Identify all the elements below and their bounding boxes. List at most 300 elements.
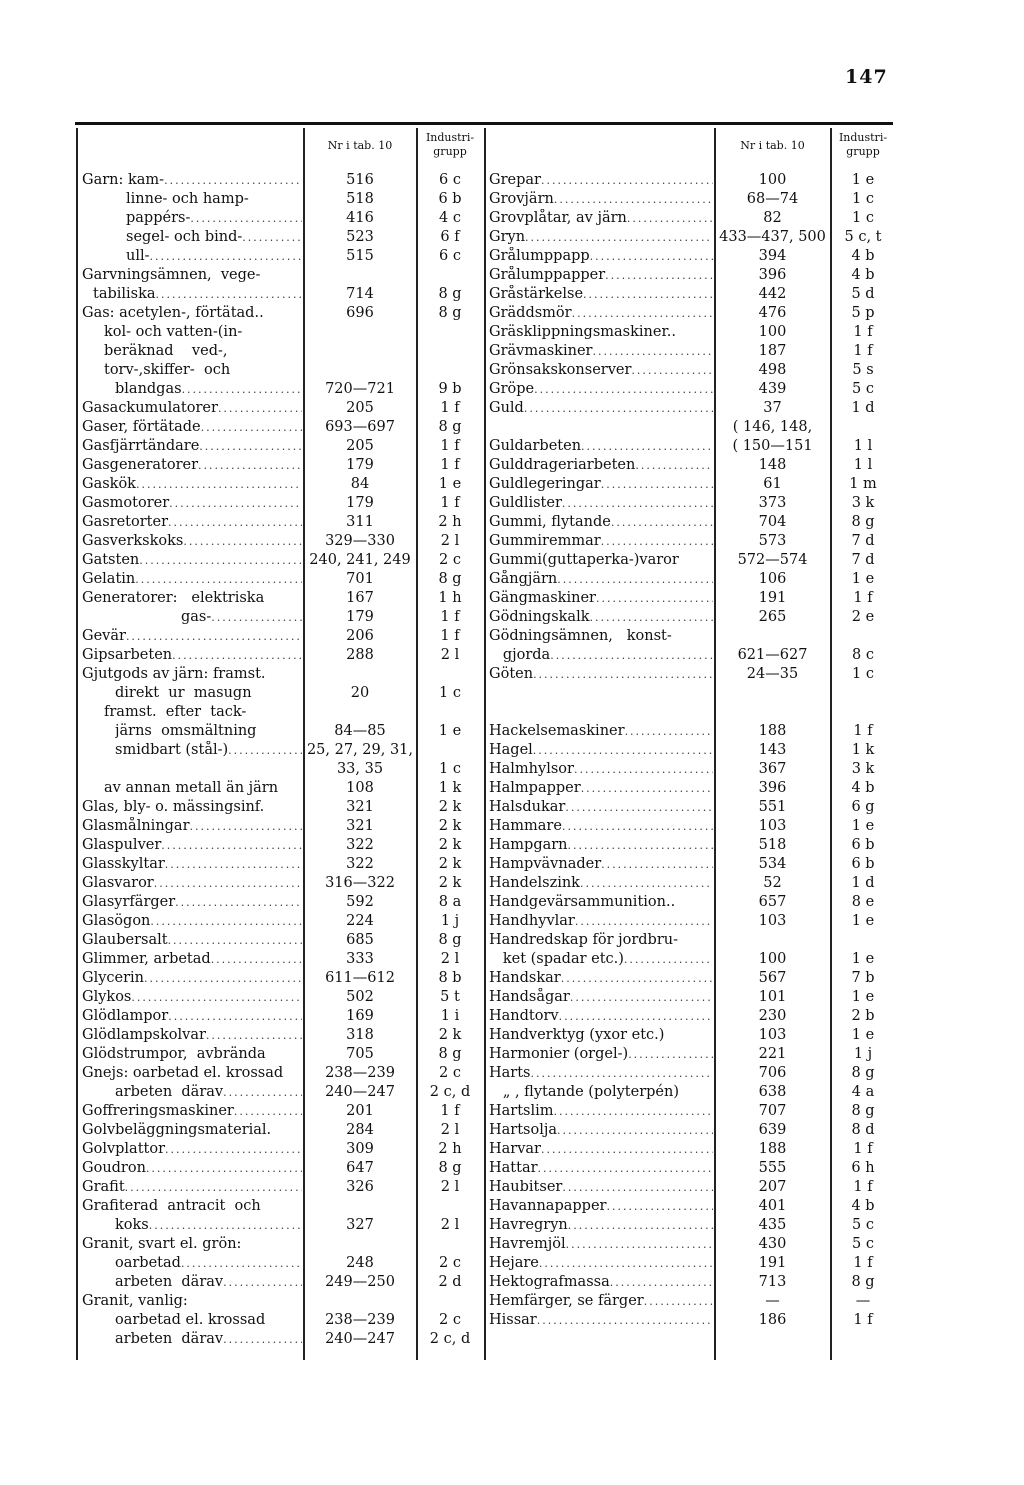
index-row <box>489 760 899 779</box>
leader-dots <box>211 950 302 969</box>
table-number: ( 146, 148, <box>732 419 813 435</box>
entry-name <box>82 1159 302 1178</box>
table-number: 416 <box>346 210 374 226</box>
leader-dots <box>625 722 713 741</box>
table-number: 68—74 <box>746 191 799 207</box>
entry-name-text: Handelszink <box>489 875 580 891</box>
entry-name-text: Glaubersalt <box>82 932 168 948</box>
table-number: 230 <box>758 1008 787 1024</box>
entry-name <box>82 988 302 1007</box>
table-number: 316—322 <box>325 875 395 891</box>
index-row <box>489 1064 899 1083</box>
index-row <box>489 646 899 665</box>
entry-name-text: Grålumppapper <box>489 267 606 283</box>
entry-name <box>489 722 713 741</box>
index-row <box>489 513 899 532</box>
leader-dots <box>534 380 713 399</box>
entry-name-text: Guldlister <box>489 495 562 511</box>
table-number: 101 <box>758 989 787 1005</box>
leader-dots <box>570 988 713 1007</box>
left-nr-header: Nr i tab. 10 <box>327 139 393 152</box>
entry-name <box>489 1235 713 1254</box>
table-number: 518 <box>758 837 787 853</box>
entry-name <box>489 513 713 532</box>
entry-name <box>489 1311 713 1330</box>
table-number: 169 <box>346 1008 374 1024</box>
entry-name-text: Gängmaskiner <box>489 590 596 606</box>
table-number: 515 <box>346 248 374 264</box>
index-row <box>82 380 484 399</box>
leader-dots <box>590 247 713 266</box>
table-number: 205 <box>346 438 374 454</box>
entry-name-text: Glasmålningar <box>82 818 190 834</box>
entry-name <box>82 969 302 988</box>
industry-group: 5 p <box>851 305 875 321</box>
entry-name-text: Havremjöl <box>489 1236 566 1252</box>
entry-name-text: Gulddrageriarbeten <box>489 457 636 473</box>
index-row <box>489 665 899 684</box>
leader-dots <box>627 209 713 228</box>
entry-name <box>82 1007 302 1026</box>
leader-dots <box>164 171 302 190</box>
entry-name <box>489 399 713 418</box>
leader-dots <box>559 1007 713 1026</box>
index-row <box>489 931 899 950</box>
leader-dots <box>190 209 302 228</box>
leader-dots <box>168 513 302 532</box>
entry-name <box>82 304 302 323</box>
index-row <box>82 760 484 779</box>
leader-dots <box>624 950 713 969</box>
entry-name-text: Grafiterad antracit och <box>82 1198 261 1214</box>
leader-dots <box>149 1216 302 1235</box>
entry-name <box>82 931 302 950</box>
index-row <box>489 570 899 589</box>
table-number: 221 <box>758 1046 787 1062</box>
entry-name <box>82 1140 302 1159</box>
table-number: 551 <box>758 799 787 815</box>
industry-group: 5 d <box>851 286 875 302</box>
entry-name <box>489 570 713 589</box>
table-number: 311 <box>346 514 374 530</box>
index-row <box>489 437 899 456</box>
entry-name-text: Guldarbeten <box>489 438 582 454</box>
leader-dots <box>581 779 713 798</box>
leader-dots <box>144 969 302 988</box>
entry-name-text: kol- och vatten-(in- <box>104 324 243 340</box>
left-industry-header-line2: grupp <box>433 145 467 158</box>
index-row <box>489 988 899 1007</box>
entry-name <box>115 684 302 703</box>
entry-name <box>489 1292 713 1311</box>
industry-group: 1 f <box>853 723 873 739</box>
industry-group: 8 g <box>851 514 875 530</box>
table-number: 523 <box>346 229 374 245</box>
leader-dots <box>172 646 302 665</box>
leader-dots <box>190 817 302 836</box>
table-number: 167 <box>346 590 374 606</box>
industry-group: 2 k <box>438 818 462 834</box>
leader-dots <box>541 171 713 190</box>
industry-group: 1 j <box>440 913 460 929</box>
industry-group: — <box>855 1293 871 1309</box>
industry-group: 1 f <box>853 1255 873 1271</box>
table-number: 238—239 <box>325 1312 395 1328</box>
entry-name <box>489 589 713 608</box>
entry-name <box>82 456 302 475</box>
index-row <box>82 551 484 570</box>
table-number: 592 <box>346 894 374 910</box>
entry-name <box>126 190 302 209</box>
industry-group: 2 h <box>438 1141 462 1157</box>
table-number: 611—612 <box>325 970 395 986</box>
table-number: 706 <box>758 1065 787 1081</box>
industry-group: 1 e <box>851 913 875 929</box>
industry-group: 1 e <box>851 818 875 834</box>
table-number: 106 <box>758 571 787 587</box>
leader-dots <box>568 1216 713 1235</box>
leader-dots <box>644 1292 713 1311</box>
entry-name-text: Hackelsemaskiner <box>489 723 625 739</box>
entry-name <box>489 171 713 190</box>
leader-dots <box>635 456 713 475</box>
leader-dots <box>574 760 713 779</box>
industry-group: 1 k <box>851 742 875 758</box>
entry-name <box>489 228 713 247</box>
table-number: 100 <box>758 951 787 967</box>
entry-name-text: ket (spadar etc.) <box>489 951 624 967</box>
entry-name <box>489 950 713 969</box>
top-rule <box>75 122 893 125</box>
table-number: 367 <box>758 761 787 777</box>
leader-dots <box>165 855 302 874</box>
industry-group: 1 l <box>853 438 873 454</box>
leader-dots <box>525 228 713 247</box>
industry-group: 2 c <box>439 552 461 568</box>
entry-name-text: Grönsakskonserver <box>489 362 632 378</box>
table-number: 179 <box>346 495 374 511</box>
index-row <box>82 703 484 722</box>
right-industry-header-line2: grupp <box>846 145 880 158</box>
index-row <box>82 1159 484 1178</box>
industry-group: 1 d <box>851 875 875 891</box>
entry-name <box>489 380 713 399</box>
entry-name-text: oarbetad <box>115 1255 181 1271</box>
entry-name <box>82 1102 302 1121</box>
entry-name <box>82 1197 302 1216</box>
table-number: 240—247 <box>325 1084 395 1100</box>
industry-group: 1 f <box>440 609 460 625</box>
entry-name <box>115 1273 302 1292</box>
table-number: 265 <box>758 609 787 625</box>
entry-name-text: Gasgeneratorer <box>82 457 199 473</box>
entry-name <box>82 171 302 190</box>
entry-name-text: Grafit <box>82 1179 125 1195</box>
index-row <box>82 1292 484 1311</box>
index-row <box>489 1292 899 1311</box>
industry-group: 5 c <box>852 381 874 397</box>
leader-dots <box>628 1045 713 1064</box>
entry-name-text: Goffreringsmaskiner <box>82 1103 234 1119</box>
industry-group: 1 c <box>852 191 874 207</box>
table-number: — <box>765 1293 780 1309</box>
entry-name <box>489 855 713 874</box>
table-number: 103 <box>758 818 787 834</box>
industry-group: 2 k <box>438 837 462 853</box>
table-number: 248 <box>346 1255 374 1271</box>
leader-dots <box>541 1140 713 1159</box>
index-row <box>82 209 484 228</box>
entry-name-text: Gräddsmör <box>489 305 572 321</box>
index-row <box>82 1178 484 1197</box>
entry-name <box>82 1292 302 1311</box>
leader-dots <box>223 1083 302 1102</box>
index-row <box>82 361 484 380</box>
industry-group: 8 c <box>852 647 874 663</box>
table-number: 188 <box>758 1141 787 1157</box>
table-number: 205 <box>346 400 374 416</box>
industry-group: 8 b <box>438 970 462 986</box>
industry-group: 6 f <box>440 229 460 245</box>
index-row <box>489 684 899 703</box>
index-row <box>82 1121 484 1140</box>
industry-group: 8 g <box>438 932 462 948</box>
entry-name-text: Hartslim <box>489 1103 554 1119</box>
index-row <box>489 1083 899 1102</box>
entry-name <box>115 1254 302 1273</box>
table-number: 572—574 <box>737 552 808 568</box>
industry-group: 4 b <box>851 248 875 264</box>
index-row <box>82 1007 484 1026</box>
entry-name <box>489 646 713 665</box>
entry-name <box>489 456 713 475</box>
entry-name-text: pappérs- <box>126 210 191 226</box>
table-number: 498 <box>758 362 787 378</box>
entry-name-text: framst. efter tack- <box>104 704 247 720</box>
table-number: 433—437, 500 <box>719 229 826 245</box>
entry-name-text: Glödlampskolvar <box>82 1027 206 1043</box>
industry-group: 2 c <box>439 1255 461 1271</box>
industry-group: 2 c <box>439 1065 461 1081</box>
entry-name-text: Halsdukar <box>489 799 566 815</box>
entry-name-text: Gnejs: oarbetad el. krossad <box>82 1065 284 1081</box>
column-rule <box>484 128 486 1360</box>
entry-name-text: Hektografmassa <box>489 1274 610 1290</box>
industry-group: 6 b <box>851 837 875 853</box>
index-row <box>489 779 899 798</box>
table-number: 191 <box>758 1255 787 1271</box>
entry-name-text: Gryn <box>489 229 526 245</box>
entry-name <box>115 1330 302 1349</box>
industry-group: 5 c <box>852 1217 874 1233</box>
index-row <box>82 190 484 209</box>
entry-name <box>82 627 302 646</box>
entry-name <box>489 1273 713 1292</box>
index-row <box>489 608 899 627</box>
index-row <box>489 703 899 722</box>
entry-name <box>82 817 302 836</box>
index-row <box>82 817 484 836</box>
entry-name <box>82 836 302 855</box>
entry-name-text: Havregryn <box>489 1217 568 1233</box>
entry-name <box>126 247 302 266</box>
table-number: 188 <box>758 723 787 739</box>
table-number: 639 <box>758 1122 787 1138</box>
industry-group: 1 e <box>851 951 875 967</box>
index-row <box>489 1235 899 1254</box>
table-number: 555 <box>758 1160 787 1176</box>
index-row <box>489 817 899 836</box>
index-row <box>82 570 484 589</box>
entry-name <box>115 380 302 399</box>
index-row <box>82 589 484 608</box>
table-number: 148 <box>758 457 787 473</box>
industry-group: 1 f <box>440 400 460 416</box>
entry-name-text: Hagel <box>489 742 533 758</box>
entry-name <box>489 494 713 513</box>
entry-name-text: Gödningsämnen, konst- <box>489 628 672 644</box>
index-row <box>489 171 899 190</box>
entry-name-text: tabiliska <box>93 286 156 302</box>
entry-name <box>82 532 302 551</box>
leader-dots <box>580 874 713 893</box>
entry-name <box>115 741 302 760</box>
entry-name-text: Granit, vanlig: <box>82 1293 188 1309</box>
industry-group: 1 f <box>853 1179 873 1195</box>
entry-name-text: Glödlampor <box>82 1008 169 1024</box>
column-rule <box>76 128 78 1360</box>
index-row <box>489 1007 899 1026</box>
leader-dots <box>218 399 302 418</box>
industry-group: 1 f <box>440 1103 460 1119</box>
industry-group: 2 c, d <box>429 1084 471 1100</box>
entry-name-text: Handskar <box>489 970 561 986</box>
entry-name-text: Glycerin <box>82 970 145 986</box>
leader-dots <box>605 266 713 285</box>
table-number: 224 <box>346 913 374 929</box>
industry-group: 1 d <box>851 400 875 416</box>
index-row <box>82 684 484 703</box>
industry-group: 8 g <box>438 305 462 321</box>
entry-name <box>82 513 302 532</box>
entry-name <box>181 608 302 627</box>
entry-name <box>489 893 713 912</box>
entry-name-text: Gräsklippningsmaskiner.. <box>489 324 676 340</box>
industry-group: 5 c <box>852 1236 874 1252</box>
table-number: 701 <box>346 571 374 587</box>
industry-group: 1 c <box>439 761 461 777</box>
industry-group: 5 s <box>852 362 874 378</box>
entry-name <box>489 608 713 627</box>
entry-name-text: segel- och bind- <box>126 229 243 245</box>
table-number: 179 <box>346 457 374 473</box>
entry-name-text: arbeten därav <box>115 1084 224 1100</box>
industry-group: 1 i <box>440 1008 460 1024</box>
industry-group: 6 b <box>851 856 875 872</box>
entry-name-text: Havannapapper <box>489 1198 607 1214</box>
entry-name-text: Handverktyg (yxor etc.) <box>489 1027 665 1043</box>
entry-name <box>115 1311 302 1330</box>
industry-group: 7 b <box>851 970 875 986</box>
index-row <box>489 969 899 988</box>
industry-group: 1 m <box>849 476 877 492</box>
entry-name <box>489 361 713 380</box>
table-number: 108 <box>346 780 374 796</box>
index-row <box>82 323 484 342</box>
industry-group: 1 f <box>440 457 460 473</box>
entry-name <box>104 361 302 380</box>
entry-name <box>82 646 302 665</box>
index-row <box>489 855 899 874</box>
index-row <box>82 1273 484 1292</box>
table-number: 284 <box>346 1122 374 1138</box>
table-number: 693—697 <box>325 419 395 435</box>
index-row <box>489 247 899 266</box>
table-number: 396 <box>758 780 787 796</box>
index-row <box>489 361 899 380</box>
entry-name-text: Haubitser <box>489 1179 563 1195</box>
entry-name-text: Gummiremmar <box>489 533 601 549</box>
industry-group: 8 g <box>851 1065 875 1081</box>
index-row <box>489 418 899 437</box>
leader-dots <box>583 285 713 304</box>
leader-dots <box>169 494 302 513</box>
entry-name <box>82 418 302 437</box>
index-row <box>82 1083 484 1102</box>
entry-name <box>489 1178 713 1197</box>
table-number: 476 <box>758 305 787 321</box>
leader-dots <box>146 1159 302 1178</box>
leader-dots <box>126 627 302 646</box>
entry-name-text: Grovplåtar, av järn <box>489 210 627 226</box>
table-number: 534 <box>758 856 787 872</box>
entry-name-text: Gatsten <box>82 552 140 568</box>
leader-dots <box>531 1064 714 1083</box>
entry-name-text: Handhyvlar <box>489 913 575 929</box>
index-row <box>489 1140 899 1159</box>
entry-name-text: Glödstrumpor, avbrända <box>82 1046 266 1062</box>
entry-name-text: Hammare <box>489 818 562 834</box>
index-row <box>489 1311 899 1330</box>
table-number: 207 <box>758 1179 787 1195</box>
table-number: 327 <box>346 1217 374 1233</box>
entry-name <box>489 1140 713 1159</box>
industry-group: 1 l <box>853 457 873 473</box>
leader-dots <box>562 817 713 836</box>
entry-name-text: Gröpe <box>489 381 535 397</box>
entry-name <box>82 399 302 418</box>
table-number: 621—627 <box>737 647 808 663</box>
industry-group: 8 a <box>438 894 462 910</box>
index-row <box>489 380 899 399</box>
leader-dots <box>581 437 713 456</box>
entry-name-text: gjorda <box>489 647 551 663</box>
entry-name <box>82 437 302 456</box>
entry-name-text: Hartsolja <box>489 1122 557 1138</box>
entry-name <box>489 437 713 456</box>
leader-dots <box>601 532 713 551</box>
entry-name-text: Grepar <box>489 172 541 188</box>
entry-name <box>82 1064 302 1083</box>
table-number: 52 <box>763 875 782 891</box>
leader-dots <box>183 532 302 551</box>
table-number: 84 <box>350 476 370 492</box>
entry-name-text: Grovjärn <box>489 191 554 207</box>
entry-name <box>82 1178 302 1197</box>
industry-group: 8 g <box>438 571 462 587</box>
entry-name-text: Gummi, flytande <box>489 514 611 530</box>
index-row <box>82 779 484 798</box>
